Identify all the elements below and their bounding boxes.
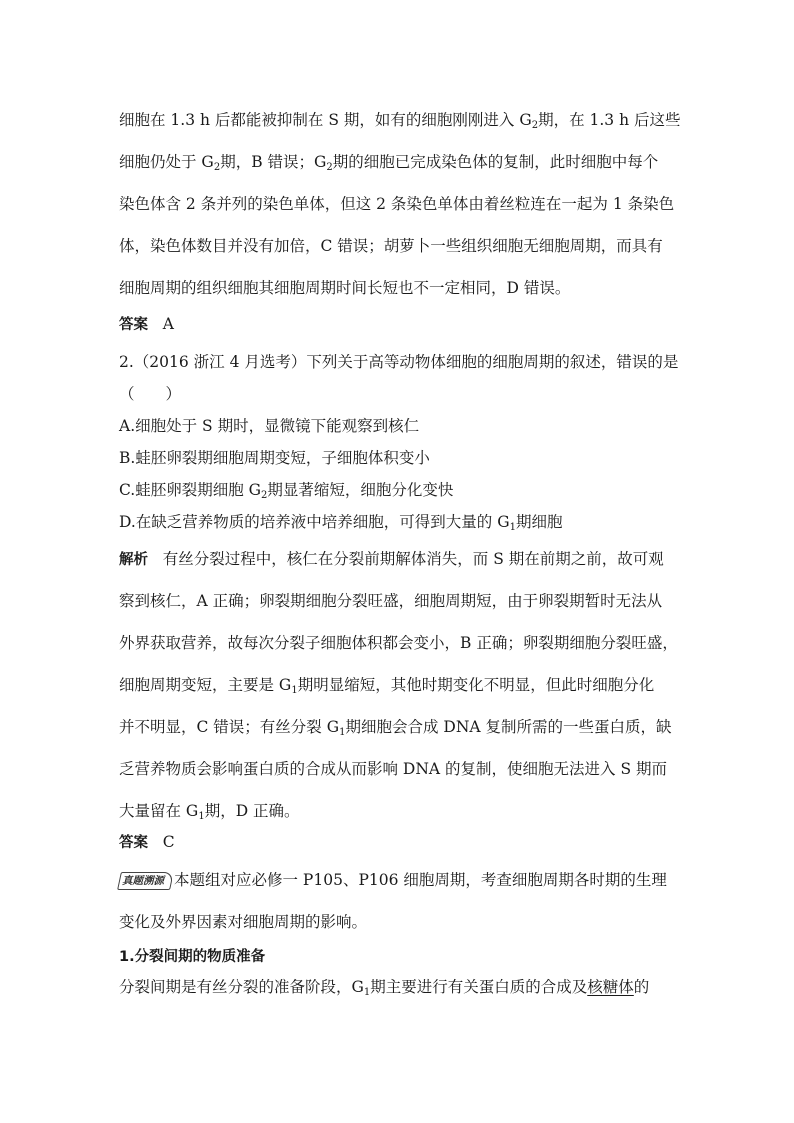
analysis-line: 并不明显，C 错误；有丝分裂 $G_1$期细胞会合成 DNA 复制所需的一些蛋白质，缺	[119, 718, 672, 738]
section-heading: 1.分裂间期的物质准备	[119, 949, 266, 965]
option-c: C.蛙胚卵裂期细胞 $G_2$期显著缩短，细胞分化变快	[119, 481, 454, 501]
source-badge: 真题溯源	[119, 872, 172, 890]
answer-label: 答案	[119, 835, 148, 851]
option-a: A.细胞处于 S 期时，显微镜下能观察到核仁	[119, 417, 420, 435]
option-b: B.蛙胚卵裂期细胞周期变短，子细胞体积变小	[119, 449, 430, 467]
analysis-line: 乏营养物质会影响蛋白质的合成从而影响 DNA 的复制，使细胞无法进入 S 期而	[119, 760, 668, 778]
analysis-line: 解析 有丝分裂过程中，核仁在分裂前期解体消失，而 S 期在前期之前，故可观	[119, 550, 664, 568]
source-line: 真题溯源 本题组对应必修一 P105、P106 细胞周期，考查细胞周期各时期的生理	[119, 868, 667, 890]
analysis-line: 大量留在 $G_1$期，D 正确。	[119, 802, 300, 822]
answer-value: A	[162, 315, 174, 333]
underlined-term: 核糖体	[587, 978, 634, 996]
text-line: 细胞周期的组织细胞其细胞周期时间长短也不一定相同，D 错误。	[119, 279, 571, 297]
source-line: 变化及外界因素对细胞周期的影响。	[119, 913, 368, 931]
analysis-line: 外界获取营养，故每次分裂子细胞体积都会变小，B 正确；卵裂期细胞分裂旺盛，	[119, 634, 678, 652]
section-text: 分裂间期是有丝分裂的准备阶段，$G_1$期主要进行有关蛋白质的合成及核糖体的	[119, 978, 650, 998]
answer-line	[119, 313, 174, 334]
analysis-line: 细胞周期变短，主要是 $G_1$期明显缩短，其他时期变化不明显，但此时细胞分化	[119, 676, 655, 696]
text-line: 细胞仍处于 $G_2$期，B 错误；$G_2$期的细胞已完成染色体的复制，此时细胞中每个	[119, 153, 659, 173]
question-stem: 2.（2016 浙江 4 月选考）下列关于高等动物体细胞的细胞周期的叙述，错误的是	[119, 353, 679, 371]
question-bracket: （ ）	[119, 385, 182, 403]
text-line: 染色体含 2 条并列的染色单体，但这 2 条染色单体由着丝粒连在一起为 1 条染色	[119, 195, 675, 213]
text-line: 体，染色体数目并没有加倍，C 错误；胡萝卜一些组织细胞无细胞周期，而具有	[119, 237, 663, 255]
analysis-line: 察到核仁，A 正确；卵裂期细胞分裂旺盛，细胞周期短，由于卵裂期暂时无法从	[119, 592, 663, 610]
option-d: D.在缺乏营养物质的培养液中培养细胞，可得到大量的 $G_1$期细胞	[119, 513, 563, 533]
answer-value: C	[162, 833, 175, 851]
text-line: 细胞在 1.3 h 后都能被抑制在 S 期，如有的细胞刚刚进入 $G_2$期，在 1.3 h 后这些	[119, 111, 681, 131]
answer-line	[119, 831, 175, 852]
answer-label: 答案	[119, 317, 148, 333]
analysis-label: 解析	[119, 552, 148, 568]
